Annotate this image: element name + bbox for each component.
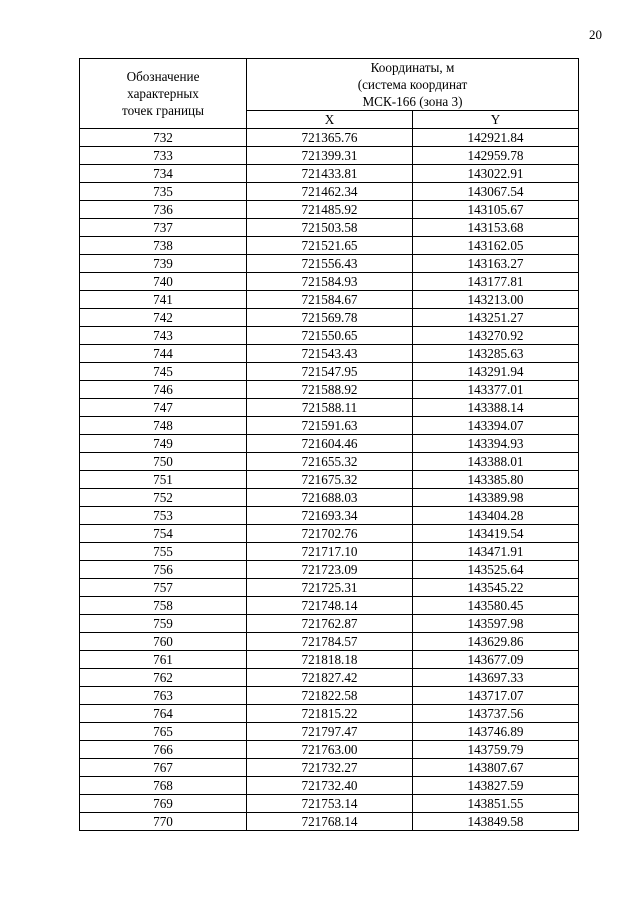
x-coordinate-cell: 721521.65	[247, 237, 413, 255]
x-coordinate-cell: 721763.00	[247, 741, 413, 759]
x-coordinate-cell: 721604.46	[247, 435, 413, 453]
table-row	[80, 741, 579, 759]
x-coordinate-cell: 721569.78	[247, 309, 413, 327]
table-row	[80, 381, 579, 399]
point-number-cell: 740	[80, 273, 247, 291]
table-header	[80, 59, 579, 129]
table-row	[80, 435, 579, 453]
y-coordinate-cell: 143388.01	[413, 453, 579, 471]
y-coordinate-cell: 143849.58	[413, 813, 579, 831]
point-number-cell: 743	[80, 327, 247, 345]
x-coordinate-cell: 721768.14	[247, 813, 413, 831]
point-number-cell: 756	[80, 561, 247, 579]
y-coordinate-cell: 143471.91	[413, 543, 579, 561]
x-coordinate-cell: 721547.95	[247, 363, 413, 381]
point-number-cell: 748	[80, 417, 247, 435]
table-row	[80, 237, 579, 255]
y-coordinate-cell: 143291.94	[413, 363, 579, 381]
x-coordinate-cell: 721818.18	[247, 651, 413, 669]
point-number-cell: 759	[80, 615, 247, 633]
point-number-cell: 741	[80, 291, 247, 309]
x-coordinate-cell: 721693.34	[247, 507, 413, 525]
y-coordinate-cell: 143677.09	[413, 651, 579, 669]
point-number-cell: 758	[80, 597, 247, 615]
y-coordinate-cell: 143385.80	[413, 471, 579, 489]
x-coordinate-cell: 721702.76	[247, 525, 413, 543]
y-coordinate-cell: 143580.45	[413, 597, 579, 615]
point-number-cell: 735	[80, 183, 247, 201]
table-row	[80, 561, 579, 579]
point-number-cell: 738	[80, 237, 247, 255]
y-coordinate-cell: 143717.07	[413, 687, 579, 705]
x-coordinate-cell: 721717.10	[247, 543, 413, 561]
x-coordinate-cell: 721584.93	[247, 273, 413, 291]
table-row	[80, 165, 579, 183]
table-row	[80, 669, 579, 687]
point-number-cell: 755	[80, 543, 247, 561]
point-number-cell: 763	[80, 687, 247, 705]
x-coordinate-cell: 721399.31	[247, 147, 413, 165]
y-coordinate-cell: 143389.98	[413, 489, 579, 507]
table-row	[80, 543, 579, 561]
y-coordinate-cell: 143419.54	[413, 525, 579, 543]
x-coordinate-cell: 721753.14	[247, 795, 413, 813]
x-coordinate-cell: 721556.43	[247, 255, 413, 273]
y-coordinate-cell: 143153.68	[413, 219, 579, 237]
table-row	[80, 759, 579, 777]
y-coordinate-cell: 143251.27	[413, 309, 579, 327]
x-coordinate-cell: 721588.11	[247, 399, 413, 417]
page-number: 20	[589, 27, 602, 42]
point-number-cell: 768	[80, 777, 247, 795]
point-number-cell: 749	[80, 435, 247, 453]
point-number-cell: 742	[80, 309, 247, 327]
y-coordinate-cell: 143545.22	[413, 579, 579, 597]
y-coordinate-cell: 143394.07	[413, 417, 579, 435]
point-number-cell: 766	[80, 741, 247, 759]
table-row	[80, 723, 579, 741]
point-number-cell: 762	[80, 669, 247, 687]
x-coordinate-cell: 721762.87	[247, 615, 413, 633]
header-coordinates: Координаты, м (система координат МСК-166 (зона 3)	[247, 59, 579, 111]
y-coordinate-cell: 143285.63	[413, 345, 579, 363]
table-row	[80, 687, 579, 705]
point-number-cell: 761	[80, 651, 247, 669]
table-row	[80, 363, 579, 381]
y-coordinate-cell: 143737.56	[413, 705, 579, 723]
y-coordinate-cell: 143067.54	[413, 183, 579, 201]
header-y: Y	[413, 111, 579, 129]
point-number-cell: 765	[80, 723, 247, 741]
y-coordinate-cell: 143022.91	[413, 165, 579, 183]
x-coordinate-cell: 721433.81	[247, 165, 413, 183]
y-coordinate-cell: 142959.78	[413, 147, 579, 165]
x-coordinate-cell: 721732.27	[247, 759, 413, 777]
point-number-cell: 750	[80, 453, 247, 471]
table-row	[80, 129, 579, 147]
x-coordinate-cell: 721591.63	[247, 417, 413, 435]
x-coordinate-cell: 721365.76	[247, 129, 413, 147]
table-row	[80, 777, 579, 795]
table-row	[80, 651, 579, 669]
table-row	[80, 795, 579, 813]
table-row	[80, 525, 579, 543]
point-number-cell: 747	[80, 399, 247, 417]
point-number-cell: 746	[80, 381, 247, 399]
x-coordinate-cell: 721815.22	[247, 705, 413, 723]
x-coordinate-cell: 721485.92	[247, 201, 413, 219]
point-number-cell: 745	[80, 363, 247, 381]
table-row	[80, 309, 579, 327]
header-point-designation: Обозначение характерных точек границы	[80, 59, 247, 129]
x-coordinate-cell: 721462.34	[247, 183, 413, 201]
y-coordinate-cell: 143827.59	[413, 777, 579, 795]
point-number-cell: 752	[80, 489, 247, 507]
x-coordinate-cell: 721584.67	[247, 291, 413, 309]
y-coordinate-cell: 143177.81	[413, 273, 579, 291]
point-number-cell: 764	[80, 705, 247, 723]
header-row	[80, 59, 579, 111]
table-row	[80, 813, 579, 831]
table-row	[80, 453, 579, 471]
x-coordinate-cell: 721797.47	[247, 723, 413, 741]
table-row	[80, 507, 579, 525]
table-row	[80, 291, 579, 309]
y-coordinate-cell: 143525.64	[413, 561, 579, 579]
y-coordinate-cell: 142921.84	[413, 129, 579, 147]
y-coordinate-cell: 143270.92	[413, 327, 579, 345]
y-coordinate-cell: 143105.67	[413, 201, 579, 219]
x-coordinate-cell: 721588.92	[247, 381, 413, 399]
table-row	[80, 219, 579, 237]
table-row	[80, 345, 579, 363]
x-coordinate-cell: 721503.58	[247, 219, 413, 237]
table-row	[80, 183, 579, 201]
y-coordinate-cell: 143162.05	[413, 237, 579, 255]
point-number-cell: 760	[80, 633, 247, 651]
table-body	[80, 129, 579, 831]
table-row	[80, 705, 579, 723]
point-number-cell: 733	[80, 147, 247, 165]
y-coordinate-cell: 143404.28	[413, 507, 579, 525]
coordinates-table	[79, 58, 579, 831]
x-coordinate-cell: 721784.57	[247, 633, 413, 651]
x-coordinate-cell: 721725.31	[247, 579, 413, 597]
x-coordinate-cell: 721732.40	[247, 777, 413, 795]
y-coordinate-cell: 143213.00	[413, 291, 579, 309]
table-row	[80, 489, 579, 507]
y-coordinate-cell: 143759.79	[413, 741, 579, 759]
table-row	[80, 147, 579, 165]
y-coordinate-cell: 143697.33	[413, 669, 579, 687]
table-row	[80, 615, 579, 633]
point-number-cell: 732	[80, 129, 247, 147]
y-coordinate-cell: 143746.89	[413, 723, 579, 741]
point-number-cell: 751	[80, 471, 247, 489]
point-number-cell: 770	[80, 813, 247, 831]
y-coordinate-cell: 143394.93	[413, 435, 579, 453]
point-number-cell: 744	[80, 345, 247, 363]
point-number-cell: 769	[80, 795, 247, 813]
y-coordinate-cell: 143377.01	[413, 381, 579, 399]
point-number-cell: 757	[80, 579, 247, 597]
table-row	[80, 201, 579, 219]
point-number-cell: 767	[80, 759, 247, 777]
y-coordinate-cell: 143597.98	[413, 615, 579, 633]
point-number-cell: 754	[80, 525, 247, 543]
table-row	[80, 633, 579, 651]
y-coordinate-cell: 143851.55	[413, 795, 579, 813]
y-coordinate-cell: 143629.86	[413, 633, 579, 651]
table-row	[80, 597, 579, 615]
table-row	[80, 327, 579, 345]
table-row	[80, 417, 579, 435]
table-row	[80, 579, 579, 597]
x-coordinate-cell: 721550.65	[247, 327, 413, 345]
y-coordinate-cell: 143807.67	[413, 759, 579, 777]
table-row	[80, 255, 579, 273]
x-coordinate-cell: 721688.03	[247, 489, 413, 507]
x-coordinate-cell: 721543.43	[247, 345, 413, 363]
point-number-cell: 734	[80, 165, 247, 183]
x-coordinate-cell: 721827.42	[247, 669, 413, 687]
x-coordinate-cell: 721822.58	[247, 687, 413, 705]
x-coordinate-cell: 721748.14	[247, 597, 413, 615]
point-number-cell: 737	[80, 219, 247, 237]
table-row	[80, 399, 579, 417]
header-x: X	[247, 111, 413, 129]
point-number-cell: 753	[80, 507, 247, 525]
y-coordinate-cell: 143163.27	[413, 255, 579, 273]
point-number-cell: 739	[80, 255, 247, 273]
table-row	[80, 471, 579, 489]
point-number-cell: 736	[80, 201, 247, 219]
x-coordinate-cell: 721655.32	[247, 453, 413, 471]
x-coordinate-cell: 721675.32	[247, 471, 413, 489]
table-row	[80, 273, 579, 291]
x-coordinate-cell: 721723.09	[247, 561, 413, 579]
y-coordinate-cell: 143388.14	[413, 399, 579, 417]
